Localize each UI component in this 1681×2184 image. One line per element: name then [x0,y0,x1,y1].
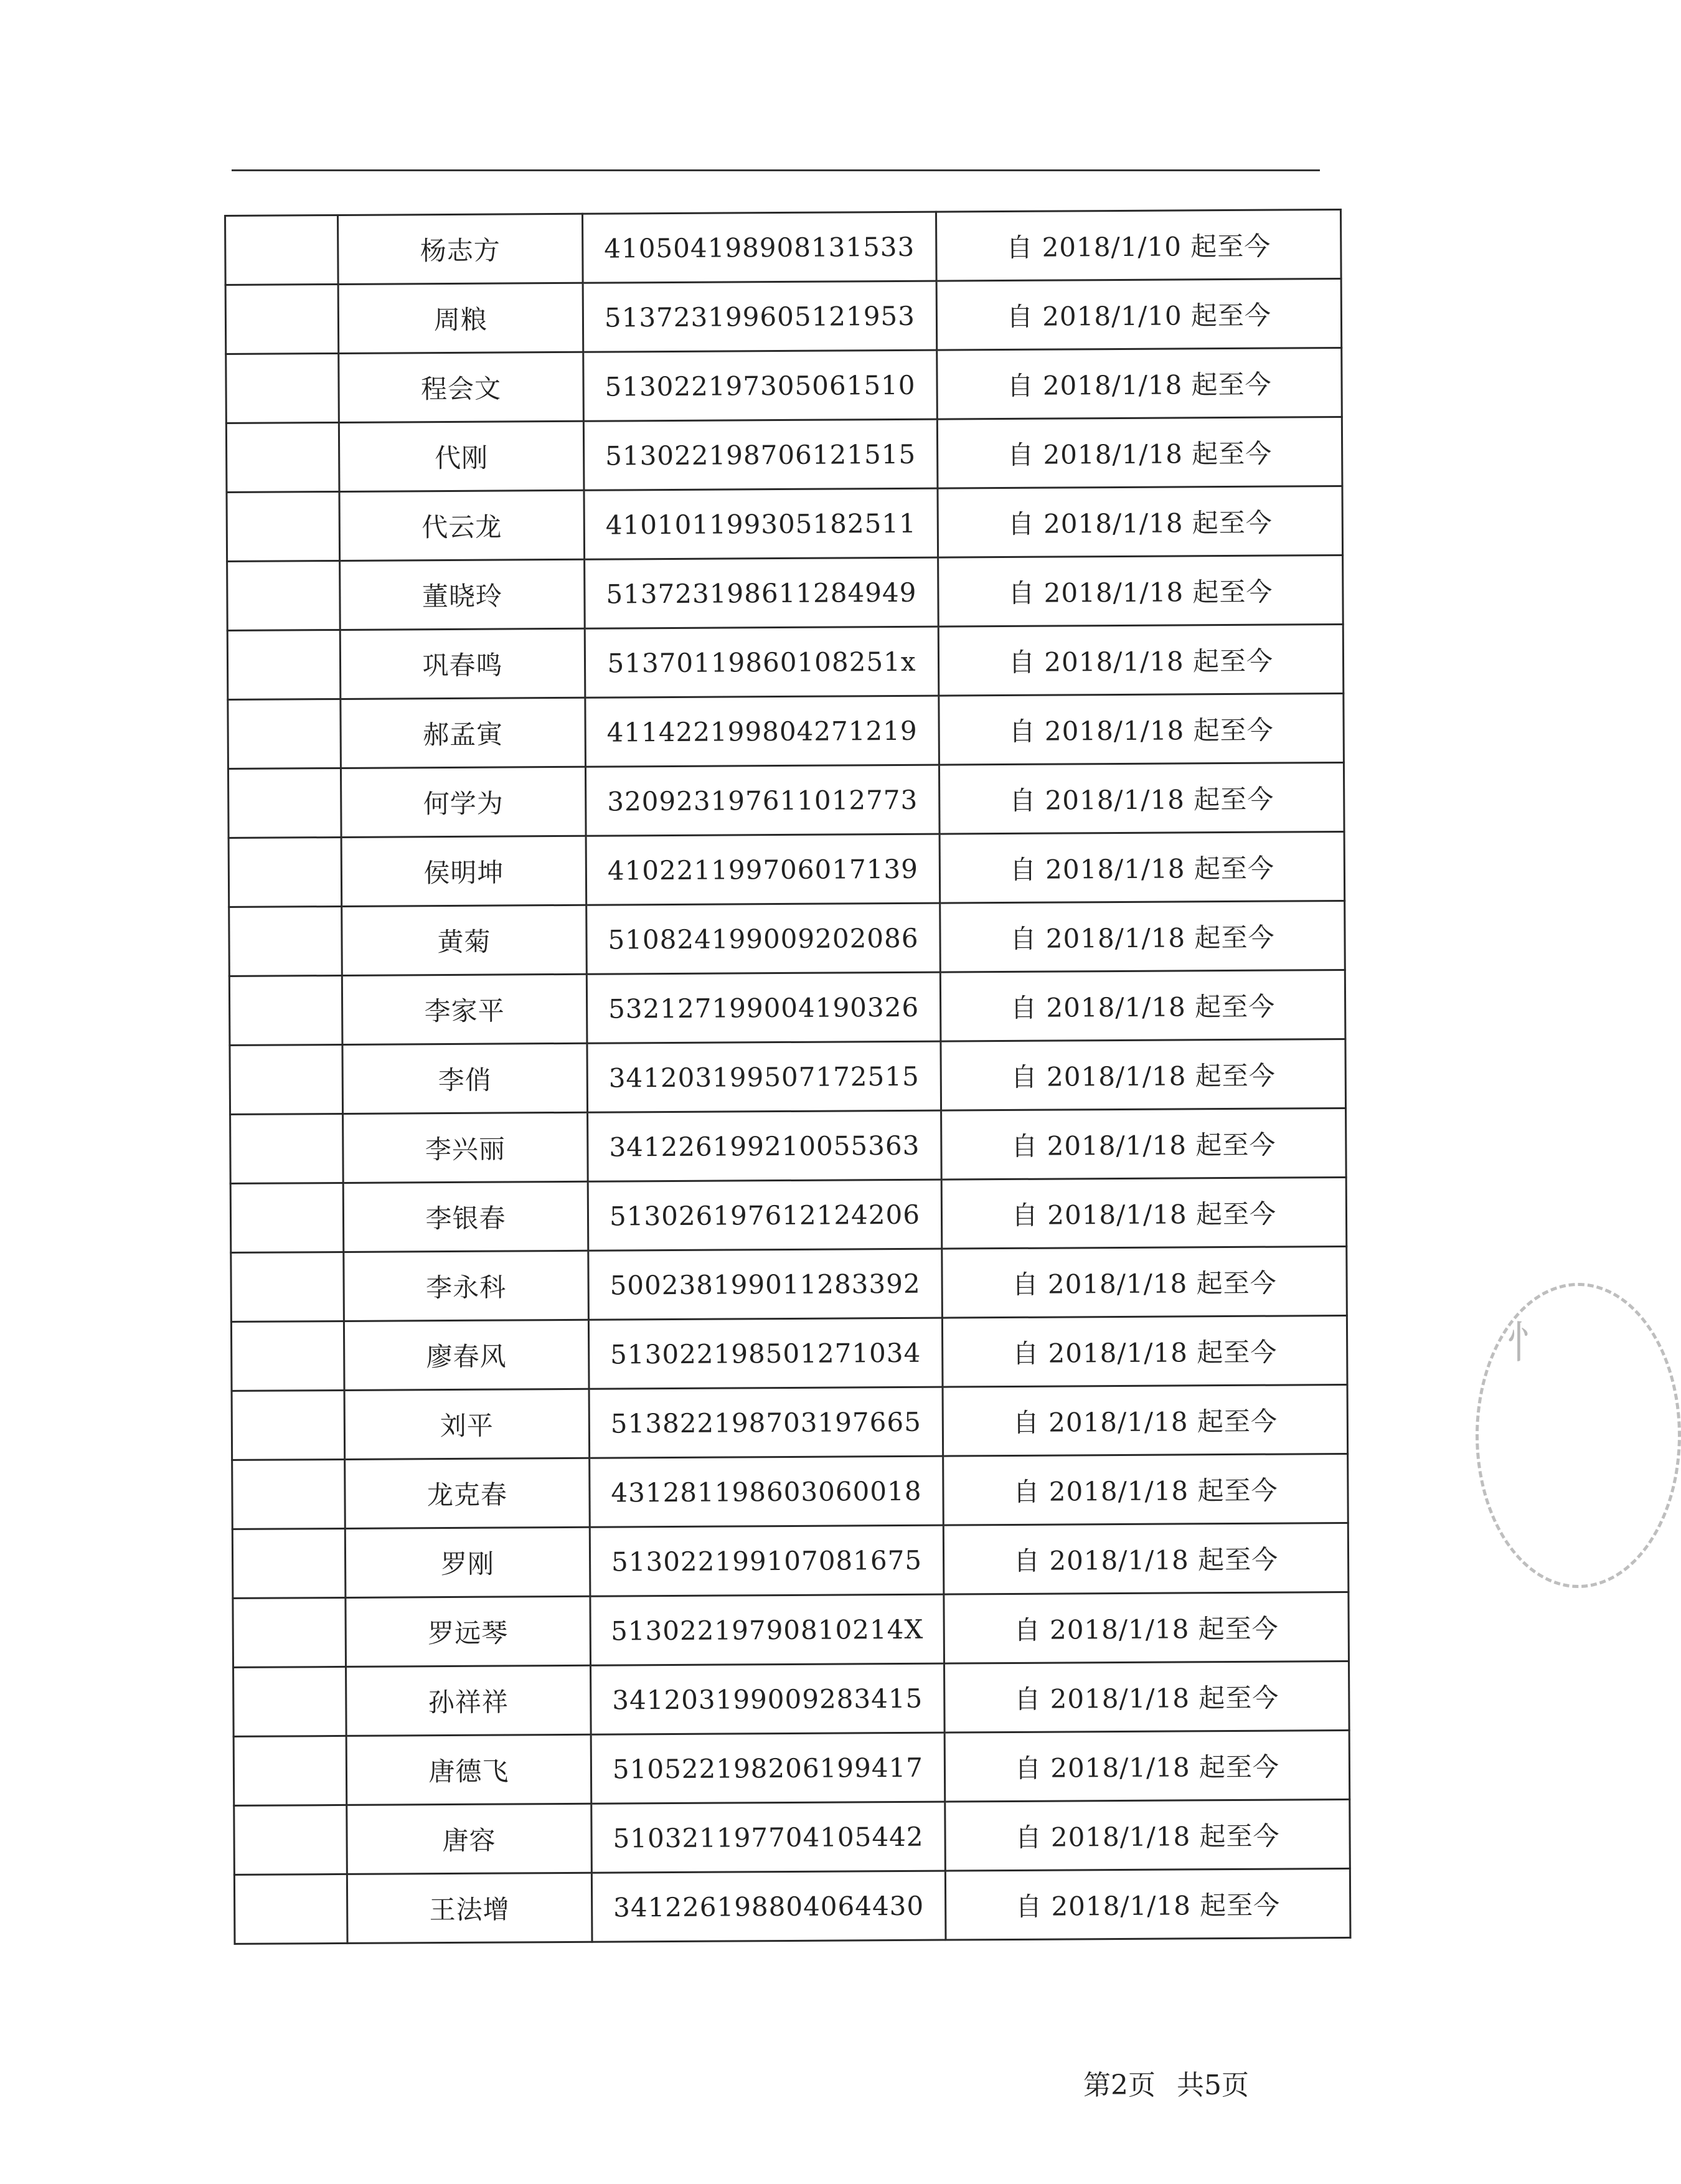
blank-cell [228,768,341,838]
id-number-cell: 341226198804064430 [591,1871,946,1942]
period-cell: 自 2018/1/18 起至今 [945,1799,1350,1871]
table-row [234,1799,1350,1874]
blank-cell [230,1044,343,1114]
table-row [232,1454,1349,1529]
seal-mark-icon: ⺖ [1507,1317,1550,1368]
name-cell: 周粮 [338,283,583,353]
period-cell: 自 2018/1/18 起至今 [945,1868,1350,1940]
id-number-cell: 51302219790810214X [590,1594,944,1665]
blank-cell [226,422,339,492]
roster-table [224,209,1351,1945]
name-cell: 王法增 [347,1873,592,1943]
table-row [231,1315,1347,1391]
blank-cell [229,975,342,1045]
period-cell: 自 2018/1/18 起至今 [939,762,1344,834]
name-cell: 黄菊 [342,905,587,975]
name-cell: 巩春鸣 [340,628,585,699]
name-cell: 侯明坤 [341,836,586,906]
blank-cell [231,1252,344,1321]
id-number-cell: 341203199009283415 [591,1663,945,1734]
id-number-cell: 410221199706017139 [586,834,940,905]
page-footer [1083,2063,1249,2102]
name-cell: 李俏 [342,1043,588,1113]
table-row [226,417,1342,492]
name-cell: 李永科 [344,1250,589,1321]
name-cell: 杨志方 [338,214,583,284]
blank-cell [225,215,339,285]
name-cell: 龙克春 [345,1458,590,1528]
id-number-cell: 320923197611012773 [585,765,939,836]
table-row [232,1523,1349,1598]
id-number-cell: 51370119860108251x [585,626,939,697]
blank-cell [229,906,342,976]
period-cell: 自 2018/1/18 起至今 [943,1384,1348,1456]
id-number-cell: 431281198603060018 [590,1456,944,1527]
id-number-cell: 513022198501271034 [588,1318,943,1389]
table-row [229,901,1345,976]
blank-cell [234,1874,347,1944]
roster-body [225,209,1350,1944]
period-cell: 自 2018/1/18 起至今 [944,1661,1350,1733]
name-cell: 李银春 [343,1181,588,1252]
name-cell: 李兴丽 [343,1112,588,1183]
id-number-cell: 513723199605121953 [583,281,937,352]
header-rule [232,169,1320,171]
table-row [230,1039,1346,1114]
period-cell: 自 2018/1/18 起至今 [941,1039,1346,1110]
blank-cell [232,1390,345,1460]
name-cell: 何学为 [341,767,586,837]
name-cell: 郝孟寅 [341,697,586,768]
period-cell: 自 2018/1/18 起至今 [939,831,1345,903]
period-cell: 自 2018/1/18 起至今 [938,624,1344,696]
table-row [231,1246,1347,1321]
page-total: 共5页 [1177,2069,1249,2101]
period-cell: 自 2018/1/18 起至今 [938,486,1343,557]
period-cell: 自 2018/1/18 起至今 [941,1108,1347,1179]
name-cell: 代刚 [339,421,584,491]
id-number-cell: 513022197305061510 [583,350,938,421]
id-number-cell: 410101199305182511 [584,488,938,559]
blank-cell [227,560,341,630]
blank-cell [233,1666,347,1736]
blank-cell [233,1736,347,1805]
table-row [233,1592,1349,1667]
period-cell: 自 2018/1/10 起至今 [936,278,1342,350]
table-row [225,278,1342,354]
blank-cell [232,1459,346,1529]
blank-cell [232,1528,346,1598]
period-cell: 自 2018/1/18 起至今 [938,555,1344,626]
period-cell: 自 2018/1/18 起至今 [937,347,1342,419]
name-cell: 代云龙 [339,490,585,560]
table-row [226,347,1342,423]
id-number-cell: 510522198206199417 [591,1733,945,1803]
table-row [227,624,1344,699]
name-cell: 唐德飞 [346,1734,591,1805]
id-number-cell: 513822198703197665 [589,1387,943,1458]
id-number-cell: 410504198908131533 [582,212,936,283]
period-cell: 自 2018/1/18 起至今 [940,901,1345,972]
id-number-cell: 411422199804271219 [585,696,939,767]
table-row [234,1868,1350,1944]
id-number-cell: 513022198706121515 [583,419,938,490]
period-cell: 自 2018/1/18 起至今 [944,1730,1350,1802]
table-row [225,209,1342,285]
period-cell: 自 2018/1/10 起至今 [936,209,1341,281]
name-cell: 罗远琴 [346,1596,591,1666]
period-cell: 自 2018/1/18 起至今 [942,1315,1347,1387]
table-row [228,831,1345,907]
period-cell: 自 2018/1/18 起至今 [944,1592,1349,1663]
id-number-cell: 513022199107081675 [590,1525,944,1596]
blank-cell [234,1805,347,1874]
period-cell: 自 2018/1/18 起至今 [937,417,1342,488]
table-row [228,693,1344,768]
table-row [227,555,1344,630]
name-cell: 唐容 [347,1803,592,1874]
id-number-cell: 341226199210055363 [588,1110,942,1181]
name-cell: 廖春风 [344,1320,589,1390]
page-number: 第2页 [1083,2069,1156,2101]
table-row [233,1661,1350,1736]
table-row [230,1108,1347,1183]
period-cell: 自 2018/1/18 起至今 [941,1177,1347,1249]
period-cell: 自 2018/1/18 起至今 [940,970,1345,1041]
table-row [230,1177,1347,1252]
name-cell: 董晓玲 [340,559,585,630]
id-number-cell: 341203199507172515 [587,1041,941,1112]
table-row [233,1730,1350,1805]
name-cell: 罗刚 [345,1527,590,1597]
name-cell: 程会文 [339,352,584,422]
blank-cell [228,699,341,768]
period-cell: 自 2018/1/18 起至今 [943,1523,1349,1594]
blank-cell [231,1321,344,1391]
table-row [229,970,1345,1045]
name-cell: 孙祥祥 [346,1665,591,1736]
table-row [227,486,1343,561]
id-number-cell: 532127199004190326 [586,972,941,1043]
period-cell: 自 2018/1/18 起至今 [939,693,1344,765]
id-number-cell: 500238199011283392 [588,1249,943,1320]
name-cell: 刘平 [344,1389,590,1459]
period-cell: 自 2018/1/18 起至今 [942,1246,1347,1318]
table-row [232,1384,1348,1460]
id-number-cell: 513026197612124206 [588,1179,942,1250]
name-cell: 李家平 [342,974,587,1044]
blank-cell [227,630,341,699]
blank-cell [226,353,339,423]
id-number-cell: 510824199009202086 [586,903,941,974]
id-number-cell: 513723198611284949 [585,557,939,628]
blank-cell [230,1113,344,1183]
blank-cell [233,1597,346,1667]
blank-cell [230,1183,344,1252]
id-number-cell: 510321197704105442 [591,1802,946,1873]
blank-cell [227,491,340,561]
period-cell: 自 2018/1/18 起至今 [943,1454,1349,1525]
table-row [228,762,1344,838]
blank-cell [228,837,342,907]
blank-cell [225,284,339,354]
